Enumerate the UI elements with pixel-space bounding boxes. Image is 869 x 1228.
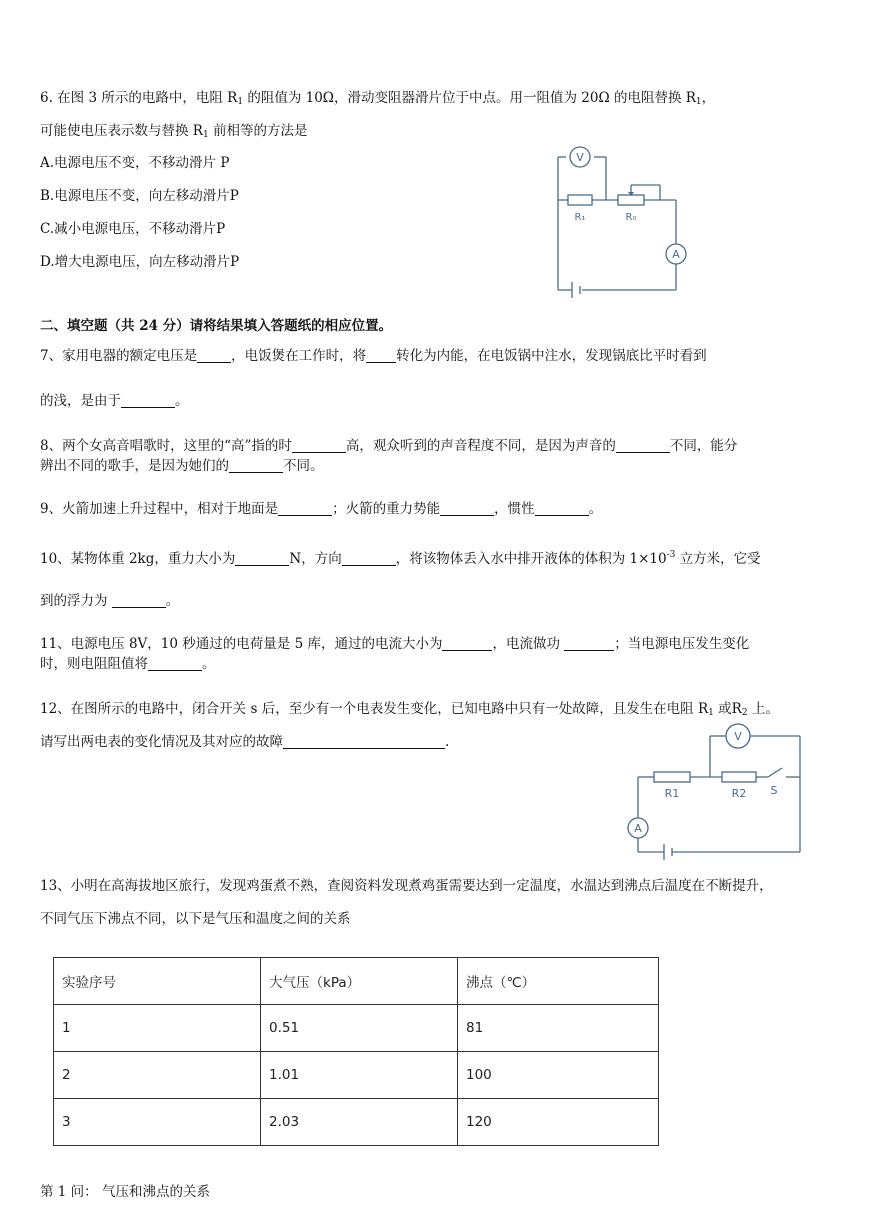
- q11-blank-3[interactable]: [148, 656, 202, 671]
- q8-line2: 辨出不同的歌手，是因为她们的 不同。: [40, 458, 324, 474]
- q7-blank-3[interactable]: [121, 393, 175, 408]
- q12-r1-label: R1: [664, 787, 680, 800]
- q9-blank-1[interactable]: [278, 501, 332, 516]
- q6-option-a: A.电源电压不变，不移动滑片 P: [40, 155, 230, 171]
- q12-line1: 12、在图所示的电路中，闭合开关 s 后，至少有一个电表发生变化，已知电路中只有一处故障，且发生在电阻 $R_1$ 或$R_2$ 上。: [40, 701, 779, 718]
- table-cell: 0.51: [261, 1005, 458, 1052]
- boiling-point-table: [53, 957, 659, 1146]
- q11-blank-2[interactable]: [564, 636, 614, 651]
- table-row: [54, 1052, 659, 1099]
- table-cell: 2.03: [261, 1099, 458, 1146]
- q7-line1: 7、家用电器的额定电压是 ，电饭煲在工作时，将 转化为内能，在电饭锅中注水，发现锅底比平时看到: [40, 348, 707, 364]
- q12-r2-label: R2: [731, 787, 747, 800]
- table-row: [54, 1099, 659, 1146]
- q8-blank-3[interactable]: [229, 458, 283, 473]
- q6-r0-label: R₀: [625, 212, 637, 223]
- q13-line2: 不同气压下沸点不同，以下是气压和温度之间的关系: [40, 911, 351, 927]
- q7-blank-1[interactable]: [197, 348, 231, 363]
- q6-option-d: D.增大电源电压，向左移动滑片P: [40, 254, 240, 270]
- q12-ammeter-label: A: [634, 822, 642, 835]
- q6-stem-line1: 6. 在图 3 所示的电路中，电阻 $R_1$ 的阻值为 10Ω，滑动变阻器滑片位于中点。用一阻值为 20Ω 的电阻替换 $R_1$，: [40, 90, 716, 107]
- q6-option-c: C.减小电源电压，不移动滑片P: [40, 221, 226, 237]
- q12-voltmeter-label: V: [734, 730, 742, 743]
- q8-line1: 8、两个女高音唱歌时，这里的“高”指的时 高，观众听到的声音程度不同，是因为声音的 不同，能分: [40, 438, 738, 454]
- q11-line2: 时，则电阻阻值将 。: [40, 656, 216, 672]
- table-cell: 81: [458, 1005, 659, 1052]
- q8-blank-1[interactable]: [292, 438, 346, 453]
- q13-subquestion-1: 第 1 问： 气压和沸点的关系: [40, 1184, 210, 1200]
- table-header-cell: 沸点（℃）: [458, 958, 659, 1005]
- q10-blank-3[interactable]: [112, 593, 166, 608]
- q9-line: 9、火箭加速上升过程中，相对于地面是 ；火箭的重力势能 ，惯性 。: [40, 501, 603, 517]
- q7-blank-2[interactable]: [366, 348, 396, 363]
- table-cell: 3: [54, 1099, 261, 1146]
- table-header-row: [54, 958, 659, 1005]
- q12-blank[interactable]: [283, 734, 445, 749]
- q10-line2: 到的浮力为 。: [40, 593, 180, 609]
- table-cell: 1.01: [261, 1052, 458, 1099]
- table-cell: 120: [458, 1099, 659, 1146]
- section-2-heading: 二、填空题（共 24 分）请将结果填入答题纸的相应位置。: [40, 318, 393, 334]
- q6-option-b: B.电源电压不变，向左移动滑片P: [40, 188, 239, 204]
- q6-circuit-diagram: [548, 140, 698, 300]
- q9-blank-3[interactable]: [535, 501, 589, 516]
- q11-line1: 11、电源电压 8V，10 秒通过的电荷量是 5 库，通过的电流大小为 ，电流做功 ；当电源电压发生变化: [40, 636, 750, 652]
- q6-r1-label: R₁: [574, 212, 586, 223]
- table-cell: 2: [54, 1052, 261, 1099]
- q11-blank-1[interactable]: [442, 636, 492, 651]
- table-cell: 1: [54, 1005, 261, 1052]
- q6-voltmeter-label: V: [576, 151, 584, 164]
- q10-blank-1[interactable]: [235, 551, 289, 566]
- q10-blank-2[interactable]: [342, 551, 396, 566]
- q12-line2: 请写出两电表的变化情况及其对应的故障 .: [40, 734, 450, 750]
- q12-switch-label: S: [770, 784, 778, 797]
- table-row: [54, 1005, 659, 1052]
- q13-line1: 13、小明在高海拔地区旅行，发现鸡蛋煮不熟，查阅资料发现煮鸡蛋需要达到一定温度，水温达到沸点后温度在不断提升，: [40, 878, 773, 894]
- q6-stem-line2: 可能使电压表示数与替换 $R_1$ 前相等的方法是: [40, 123, 308, 140]
- table-header-cell: 大气压（kPa）: [261, 958, 458, 1005]
- table-header-cell: 实验序号: [54, 958, 261, 1005]
- q12-circuit-diagram: [618, 722, 808, 862]
- q10-line1: 10、某物体重 2kg，重力大小为 N，方向 ，将该物体丢入水中排开液体的体积为 $1\times 10^{-3}$ 立方米，它受: [40, 550, 761, 567]
- q8-blank-2[interactable]: [616, 438, 670, 453]
- q7-line2: 的浅，是由于 。: [40, 393, 189, 409]
- q9-blank-2[interactable]: [440, 501, 494, 516]
- table-cell: 100: [458, 1052, 659, 1099]
- q6-ammeter-label: A: [672, 248, 680, 261]
